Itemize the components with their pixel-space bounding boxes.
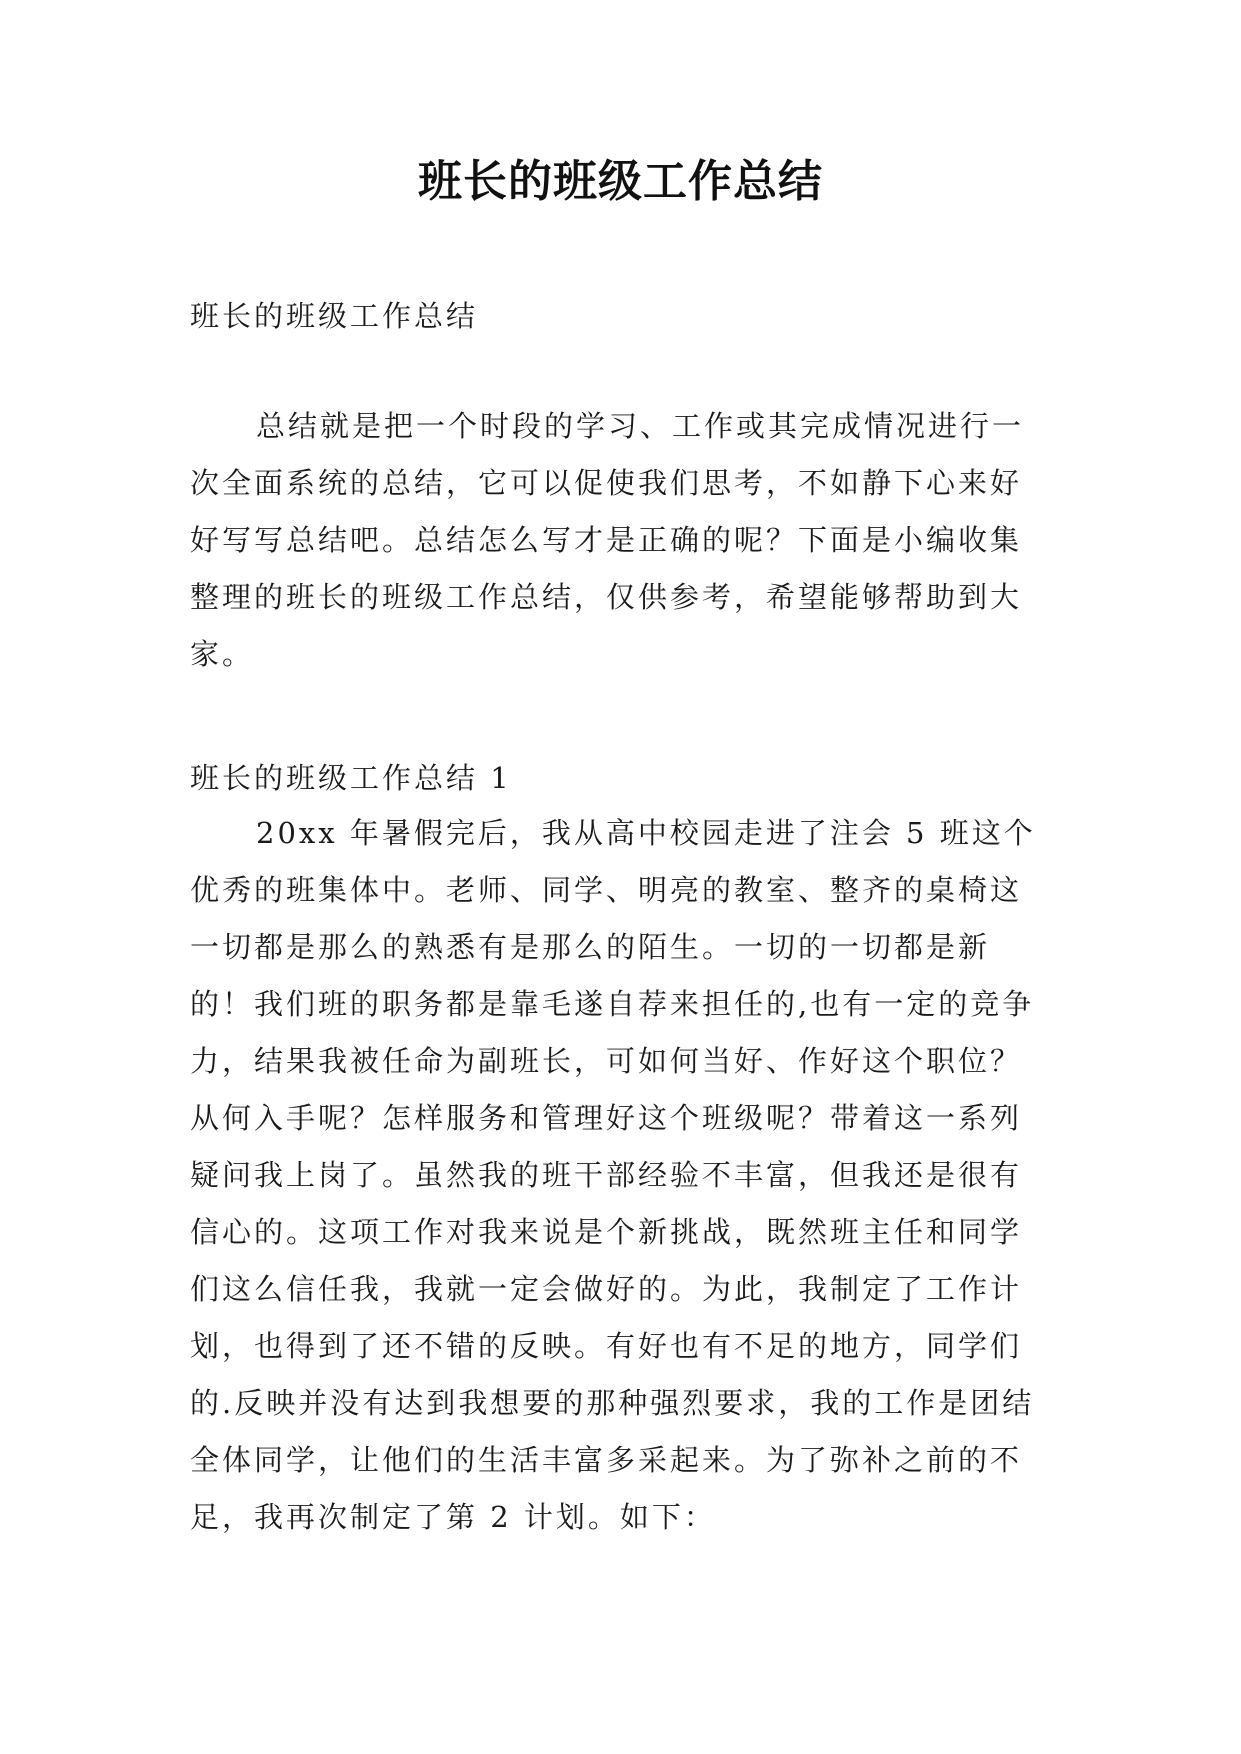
document-title: 班长的班级工作总结	[418, 156, 823, 207]
document-subtitle: 班长的班级工作总结	[190, 299, 479, 333]
intro-paragraph: 总结就是把一个时段的学习、工作或其完成情况进行一次全面系统的总结，它可以促使我们思考，不如静下心来好好写写总结吧。总结怎么写才是正确的呢？下面是小编收集整理的班长的班级工作总结，仅供参考，希望能够帮助到大家。	[190, 409, 1025, 671]
section-heading: 班长的班级工作总结 1	[190, 761, 512, 795]
section-paragraph: 20xx 年暑假完后，我从高中校园走进了注会 5 班这个优秀的班集体中。老师、同学、明亮的教室、整齐的桌椅这一切都是那么的熟悉有是那么的陌生。一切的一切都是新的！我们班的职务都是靠毛遂自荐来担任的,也有一定的竞争力，结果我被任命为副班长，可如何当好、作好这个职位？从何入手呢？怎样服务和管理好这个班级呢？带着这一系列疑问我上岗了。虽然我的班干部经验不丰富，但我还是很有信心的。这项工作对我来说是个新挑战，既然班主任和同学们这么信任我，我就一定会做好的。为此，我制定了工作计划，也得到了还不错的反映。有好也有不足的地方，同学们的.反映并没有达到我想要的那种强烈要求，我的工作是团结全体同学，让他们的生活丰富多采起来。为了弥补之前的不足，我再次制定了第 2 计划。如下：	[190, 816, 1036, 1534]
